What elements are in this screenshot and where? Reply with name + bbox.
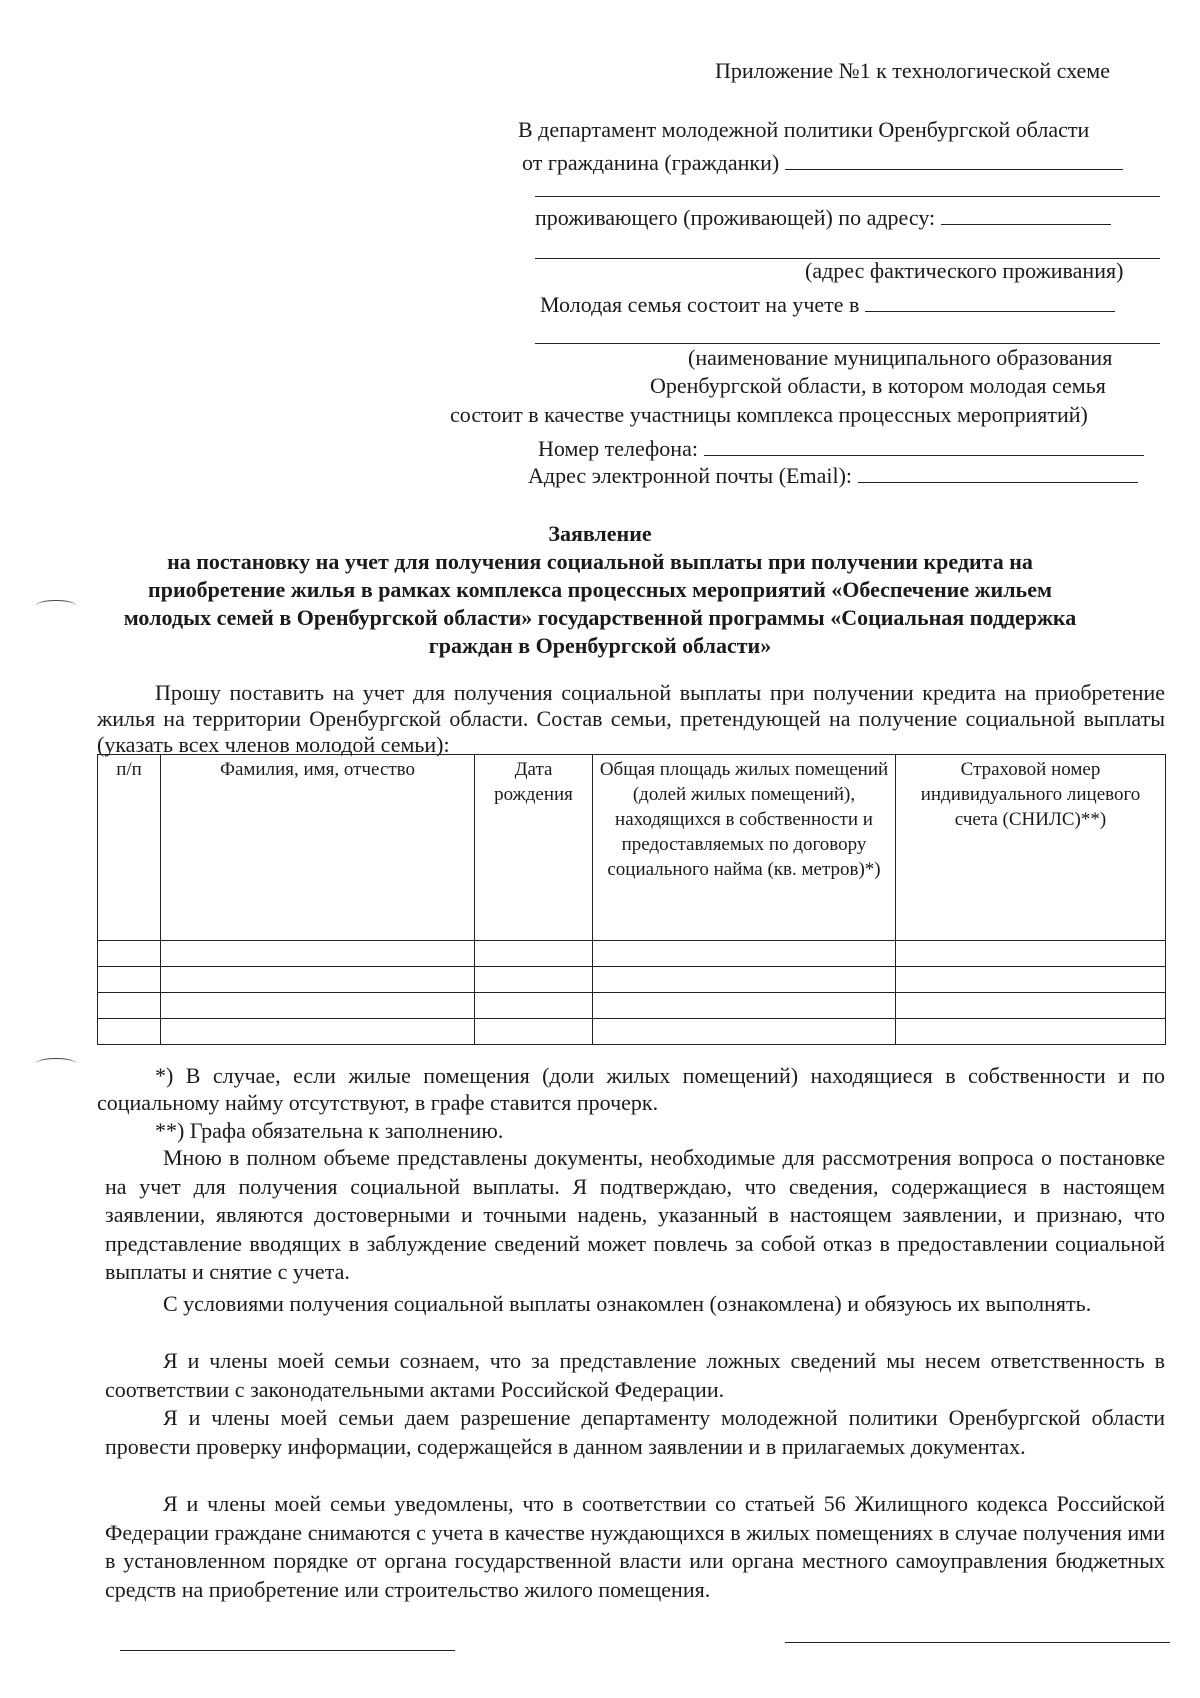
footnote-1-text: *) В случае, если жилые помещения (доли жилых помещений) находящиеся в собственности и по социальному найму отсутствуют, в графе ставится прочерк. (97, 1063, 1165, 1115)
email-label: Адрес электронной почты (Email): (528, 463, 853, 488)
body-paragraph-2-text: С условиями получения социальной выплаты ознакомлен (ознакомлена) и обязуюсь их выполнять. (163, 1291, 1092, 1316)
residing-label: проживающего (проживающей) по адресу: (535, 205, 936, 230)
table-cell[interactable] (593, 1019, 896, 1045)
document-subtitle-2: приобретение жилья в рамках комплекса процессных мероприятий «Обеспечение жильем (148, 577, 1052, 602)
table-cell[interactable] (475, 941, 593, 967)
table-header-row (98, 755, 1166, 941)
address-row (535, 205, 1111, 231)
table-cell[interactable] (475, 1019, 593, 1045)
municipality-note-1: (наименование муниципального образования (688, 345, 1113, 370)
document-subtitle-3: молодых семей в Оренбургской области» государственной программы «Социальная поддержка (123, 605, 1077, 630)
registered-label: Молодая семья состоит на учете в (540, 292, 860, 317)
citizen-name-field-line2[interactable] (535, 196, 1160, 197)
request-paragraph (97, 680, 1165, 758)
table-cell[interactable] (98, 967, 161, 993)
margin-mark-icon (36, 1058, 76, 1069)
col-living-area-header: Общая площадь жилых помещений (долей жилых помещений), находящихся в собственности и предоставляемых по договору социального найма (кв. метров)*) (593, 755, 896, 941)
body-paragraph-4 (105, 1404, 1165, 1461)
from-citizen-row (522, 150, 1123, 176)
col-snils-header: Страховой номер индивидуального лицевого счета (СНИЛС)**) (896, 755, 1166, 941)
actual-address-note: (адрес фактического проживания) (805, 258, 1124, 283)
municipality-field-line2[interactable] (535, 343, 1160, 344)
table-row (98, 993, 1166, 1019)
footnote-2 (97, 1117, 1165, 1144)
col-birthdate-header: Дата рождения (475, 755, 593, 941)
citizen-name-field[interactable] (785, 151, 1123, 170)
signature-line-right[interactable] (785, 1642, 1170, 1643)
table-cell[interactable] (896, 967, 1166, 993)
table-cell[interactable] (98, 993, 161, 1019)
col-number-header: п/п (98, 755, 161, 941)
col-fullname-header: Фамилия, имя, отчество (161, 755, 475, 941)
signature-line-left[interactable] (120, 1650, 455, 1651)
body-paragraph-2 (105, 1290, 1165, 1319)
table-cell[interactable] (161, 1019, 475, 1045)
table-row (98, 941, 1166, 967)
to-department: В департамент молодежной политики Оренбургской области (518, 117, 1090, 142)
body-paragraph-1 (105, 1144, 1165, 1287)
footnote-2-text: **) Графа обязательна к заполнению. (155, 1118, 504, 1143)
municipality-note-3: состоит в качестве участницы комплекса процессных мероприятий) (450, 402, 1088, 427)
table-cell[interactable] (98, 941, 161, 967)
body-paragraph-4-text: Я и члены моей семьи даем разрешение департаменту молодежной политики Оренбургской области провести проверку информации, содержащейся в данном заявлении и в прилагаемых документах. (105, 1405, 1165, 1459)
margin-mark-icon (36, 600, 76, 611)
address-field[interactable] (941, 206, 1111, 225)
table-cell[interactable] (593, 993, 896, 1019)
table-cell[interactable] (161, 993, 475, 1019)
municipality-note-2: Оренбургской области, в котором молодая семья (650, 373, 1106, 398)
table-cell[interactable] (896, 941, 1166, 967)
municipality-field[interactable] (865, 293, 1115, 312)
table-row (98, 1019, 1166, 1045)
table-cell[interactable] (593, 967, 896, 993)
table-row (98, 967, 1166, 993)
phone-row (538, 436, 1144, 462)
document-subtitle-1: на постановку на учет для получения социальной выплаты при получении кредита на (167, 549, 1033, 574)
body-paragraph-3-text: Я и члены моей семьи сознаем, что за представление ложных сведений мы несем ответственность в соответствии с законодательными актами Российской Федерации. (105, 1348, 1165, 1402)
document-title: Заявление (548, 521, 652, 546)
registered-row (540, 292, 1115, 318)
body-paragraph-3 (105, 1347, 1165, 1404)
table-cell[interactable] (475, 967, 593, 993)
phone-label: Номер телефона: (538, 436, 698, 461)
table-cell[interactable] (896, 993, 1166, 1019)
request-text: Прошу поставить на учет для получения социальной выплаты при получении кредита на приобретение жилья на территории Оренбургской области. Состав семьи, претендующей на получение социальной выплаты (указать всех членов молодой семьи): (97, 680, 1165, 757)
table-cell[interactable] (475, 993, 593, 1019)
body-paragraph-5 (105, 1490, 1165, 1604)
phone-field[interactable] (704, 437, 1144, 456)
email-row (528, 463, 1138, 489)
table-cell[interactable] (896, 1019, 1166, 1045)
table-cell[interactable] (161, 967, 475, 993)
family-members-table (97, 754, 1166, 1045)
table-cell[interactable] (161, 941, 475, 967)
table-cell[interactable] (98, 1019, 161, 1045)
document-subtitle-4: граждан в Оренбургской области» (428, 633, 772, 658)
body-paragraph-5-text: Я и члены моей семьи уведомлены, что в соответствии со статьей 56 Жилищного кодекса Российской Федерации граждане снимаются с учета в качестве нуждающихся в жилых помещениях в случае получения ими в установленном порядке от органа государственной власти или органа местного самоуправления бюджетных средств на приобретение или строительство жилого помещения. (105, 1491, 1165, 1602)
email-field[interactable] (858, 464, 1138, 483)
from-citizen-label: от гражданина (гражданки) (522, 150, 780, 175)
body-paragraph-1-text: Мною в полном объеме представлены документы, необходимые для рассмотрения вопроса о постановке на учет для получения социальной выплаты. Я подтверждаю, что сведения, содержащиеся в настоящем заявлении, являются достоверными и точными надень, указанный в настоящем заявлении, и признаю, что представление вводящих в заблуждение сведений может повлечь за собой отказ в предоставлении социальной выплаты и снятие с учета. (105, 1145, 1165, 1284)
footnote-1 (97, 1062, 1165, 1116)
appendix-label: Приложение №1 к технологической схеме (715, 58, 1110, 83)
table-cell[interactable] (593, 941, 896, 967)
